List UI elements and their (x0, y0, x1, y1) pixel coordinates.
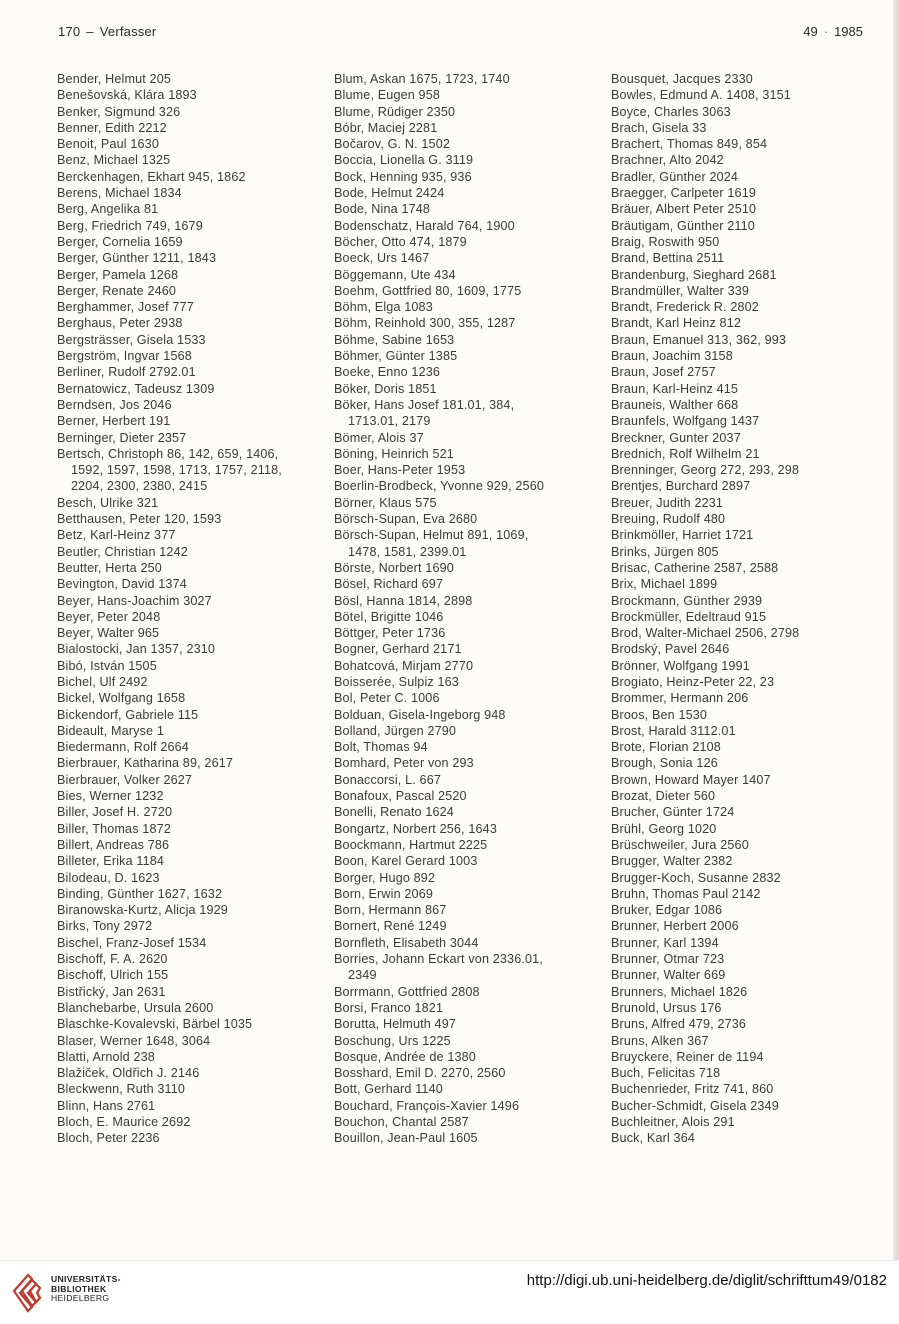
index-entry: Braun, Joachim 3158 (611, 349, 733, 364)
index-entry: Bogner, Gerhard 2171 (334, 642, 462, 657)
index-entry: Boeck, Urs 1467 (334, 251, 430, 266)
index-entry: Bickel, Wolfgang 1658 (57, 691, 186, 706)
index-entry: Bilodeau, D. 1623 (57, 870, 160, 885)
index-entry: Buchleitner, Alois 291 (611, 1115, 735, 1129)
index-entry: Bräuer, Albert Peter 2510 (611, 202, 757, 217)
index-entry: Berger, Cornelia 1659 (57, 234, 183, 249)
index-entry-continuation: 1713.01, 2179 (348, 414, 431, 429)
index-entry: Brough, Sonia 126 (611, 756, 718, 771)
index-entry: Blume, Eugen 958 (334, 88, 441, 103)
index-entry: Brunold, Ursus 176 (611, 1000, 722, 1015)
index-entry: Boehm, Gottfried 80, 1609, 1775 (334, 283, 522, 298)
index-entry: Billert, Andreas 786 (57, 837, 170, 852)
index-entry-line: Böker, Hans Josef 181.01, 384, (334, 397, 515, 412)
index-entry: Boockmann, Hartmut 2225 (334, 837, 488, 852)
index-entry: Bergström, Ingvar 1568 (57, 349, 192, 364)
index-entry: Bode, Nina 1748 (334, 202, 431, 217)
index-entry: Bonelli, Renato 1624 (334, 805, 454, 820)
index-entry: Bideault, Maryse 1 (57, 723, 164, 738)
index-entry: Bräutigam, Günther 2110 (611, 218, 755, 233)
index-entry: Bischoff, Ulrich 155 (57, 968, 169, 983)
index-entry: Born, Hermann 867 (334, 903, 447, 918)
index-column-2 (334, 71, 604, 1147)
index-entry: Bomhard, Peter von 293 (334, 756, 474, 771)
index-entry: Bösl, Hanna 1814, 2898 (334, 593, 473, 608)
index-entry: Brandt, Frederick R. 2802 (611, 300, 759, 315)
index-entry: Bernatowicz, Tadeusz 1309 (57, 381, 215, 396)
index-entry: Beutler, Christian 1242 (57, 544, 188, 559)
index-entry: Berg, Angelika 81 (57, 202, 159, 217)
index-entry: Brunner, Herbert 2006 (611, 919, 739, 934)
index-entry: Brodský, Pavel 2646 (611, 642, 730, 657)
index-entry: Bischel, Franz-Josef 1534 (57, 935, 207, 950)
index-entry: Buch, Felicitas 718 (611, 1066, 721, 1081)
index-entry: Berens, Michael 1834 (57, 186, 182, 201)
index-entry: Blanchebarbe, Ursula 2600 (57, 1000, 214, 1015)
index-entry: Berckenhagen, Ekhart 945, 1862 (57, 169, 246, 184)
index-entry-continuation: 2204, 2300, 2380, 2415 (71, 479, 208, 494)
index-entry: Bies, Werner 1232 (57, 789, 164, 804)
index-entry (334, 527, 604, 560)
index-entry: Braig, Roswith 950 (611, 234, 720, 249)
index-entry: Boon, Karel Gerard 1003 (334, 854, 478, 869)
index-entry: Brote, Florian 2108 (611, 740, 721, 755)
index-entry: Brommer, Hermann 206 (611, 691, 749, 706)
index-entry: Bloch, E. Maurice 2692 (57, 1115, 191, 1129)
index-entry: Berghammer, Josef 777 (57, 300, 194, 315)
header-separator: · (823, 24, 829, 39)
index-entry: Bosshard, Emil D. 2270, 2560 (334, 1066, 506, 1081)
index-entry: Brucher, Günter 1724 (611, 805, 735, 820)
index-entry (334, 397, 604, 430)
index-entry: Biller, Thomas 1872 (57, 821, 171, 836)
index-entry: Brozat, Dieter 560 (611, 789, 716, 804)
index-entry: Brugger, Walter 2382 (611, 854, 733, 869)
index-entry: Binding, Günther 1627, 1632 (57, 886, 223, 901)
index-entry: Borsi, Franco 1821 (334, 1000, 444, 1015)
index-entry: Blažiček, Oldřich J. 2146 (57, 1066, 200, 1081)
index-entry: Bichel, Ulf 2492 (57, 674, 148, 689)
index-entry: Blinn, Hans 2761 (57, 1098, 156, 1113)
index-entry: Böhmer, Günter 1385 (334, 349, 458, 364)
index-entry: Berger, Renate 2460 (57, 283, 177, 298)
index-entry: Bialostocki, Jan 1357, 2310 (57, 642, 216, 657)
index-entry: Benz, Michael 1325 (57, 153, 171, 168)
index-entry: Billeter, Erika 1184 (57, 854, 165, 869)
index-entry: Berndsen, Jos 2046 (57, 397, 172, 412)
index-entry: Böhme, Sabine 1653 (334, 332, 455, 347)
index-entry: Brinks, Jürgen 805 (611, 544, 719, 559)
index-entry: Beyer, Hans-Joachim 3027 (57, 593, 212, 608)
index-entry: Bierbrauer, Volker 2627 (57, 772, 193, 787)
index-entry: Berghaus, Peter 2938 (57, 316, 183, 331)
index-entry: Bouillon, Jean-Paul 1605 (334, 1131, 478, 1146)
index-entry: Braunfels, Wolfgang 1437 (611, 414, 760, 429)
index-entry: Boisserée, Sulpiz 163 (334, 674, 459, 689)
index-entry: Brandmüller, Walter 339 (611, 283, 750, 298)
index-entry: Brachner, Alto 2042 (611, 153, 724, 168)
index-entry: Buchenrieder, Fritz 741, 860 (611, 1082, 774, 1097)
index-entry: Brunner, Walter 669 (611, 968, 726, 983)
index-entry: Böcher, Otto 474, 1879 (334, 234, 467, 249)
index-entry: Beyer, Peter 2048 (57, 609, 161, 624)
index-entry: Bruker, Edgar 1086 (611, 903, 723, 918)
index-entry: Bolt, Thomas 94 (334, 740, 428, 755)
library-name-line-1: UNIVERSITÄTS- (51, 1274, 121, 1284)
index-entry-continuation: 1592, 1597, 1598, 1713, 1757, 2118, (71, 463, 282, 478)
section-title: Verfasser (99, 24, 157, 39)
index-entry: Brogiato, Heinz-Peter 22, 23 (611, 674, 775, 689)
index-entry: Bruyckere, Reiner de 1194 (611, 1049, 764, 1064)
index-entry: Broos, Ben 1530 (611, 707, 708, 722)
index-entry: Brauneis, Walther 668 (611, 397, 739, 412)
library-name-line-3: HEIDELBERG (51, 1293, 110, 1304)
index-entry: Buck, Karl 364 (611, 1131, 696, 1146)
index-entry: Boschung, Urs 1225 (334, 1033, 451, 1048)
page-number: 170 (58, 24, 81, 39)
index-entry: Berger, Günther 1211, 1843 (57, 251, 217, 266)
index-entry: Bruns, Alfred 479, 2736 (611, 1017, 747, 1032)
index-entry: Brunner, Otmar 723 (611, 952, 725, 967)
index-entry: Bickendorf, Gabriele 115 (57, 707, 199, 722)
volume-year: 1985 (834, 24, 863, 39)
index-entry: Berliner, Rudolf 2792.01 (57, 365, 196, 380)
index-entry: Böker, Doris 1851 (334, 381, 437, 396)
index-entry: Bischoff, F. A. 2620 (57, 952, 168, 967)
library-name (51, 1275, 121, 1304)
index-entry: Blaser, Werner 1648, 3064 (57, 1033, 211, 1048)
index-entry-line: Bertsch, Christoph 86, 142, 659, 1406, (57, 446, 279, 461)
index-entry: Brandt, Karl Heinz 812 (611, 316, 742, 331)
index-entry: Bender, Helmut 205 (57, 72, 172, 86)
index-entry: Bierbrauer, Katharina 89, 2617 (57, 756, 234, 771)
index-entry-line: Borries, Johann Eckart von 2336.01, (334, 952, 543, 967)
index-entry: Brenninger, Georg 272, 293, 298 (611, 463, 800, 478)
index-entry: Bornfleth, Elisabeth 3044 (334, 935, 479, 950)
index-entry: Berg, Friedrich 749, 1679 (57, 218, 203, 233)
index-entry: Biranowska-Kurtz, Alicja 1929 (57, 903, 228, 918)
header-dash: – (86, 24, 94, 39)
index-entry: Berner, Herbert 191 (57, 414, 171, 429)
index-entry: Borrmann, Gottfried 2808 (334, 984, 480, 999)
library-name-line-2: BIBLIOTHEK (51, 1283, 107, 1294)
index-entry: Bösel, Richard 697 (334, 577, 444, 592)
index-entry: Bouchard, François-Xavier 1496 (334, 1098, 520, 1113)
index-entry: Borutta, Helmuth 497 (334, 1017, 457, 1032)
index-entry: Börste, Norbert 1690 (334, 560, 454, 575)
index-entry: Bodenschatz, Harald 764, 1900 (334, 218, 515, 233)
index-entry: Böning, Heinrich 521 (334, 446, 454, 461)
index-entry: Benešovská, Klára 1893 (57, 88, 197, 103)
index-entry: Brüschweiler, Jura 2560 (611, 837, 749, 852)
index-entry: Bočarov, G. N. 1502 (334, 137, 451, 152)
header-left (58, 24, 156, 39)
index-entry: Breuing, Rudolf 480 (611, 512, 726, 527)
index-entry (334, 951, 604, 984)
index-entry: Berger, Pamela 1268 (57, 267, 179, 282)
index-entry: Brinkmöller, Harriet 1721 (611, 528, 754, 543)
index-entry: Bóbr, Maciej 2281 (334, 120, 438, 135)
index-entry: Brost, Harald 3112.01 (611, 723, 736, 738)
index-entry: Braegger, Carlpeter 1619 (611, 186, 757, 201)
index-entry: Brix, Michael 1899 (611, 577, 718, 592)
index-entry: Brand, Bettina 2511 (611, 251, 725, 266)
index-entry: Breckner, Gunter 2037 (611, 430, 741, 445)
index-entry: Bowles, Edmund A. 1408, 3151 (611, 88, 791, 103)
index-entry: Bousquet, Jacques 2330 (611, 72, 753, 86)
index-entry: Bötel, Brigitte 1046 (334, 609, 444, 624)
index-entry: Blume, Rüdiger 2350 (334, 104, 456, 119)
index-entry: Brockmüller, Edeltraud 915 (611, 609, 767, 624)
index-entry: Borger, Hugo 892 (334, 870, 436, 885)
index-entry: Breuer, Judith 2231 (611, 495, 724, 510)
index-entry: Besch, Ulrike 321 (57, 495, 159, 510)
index-entry: Braun, Karl-Heinz 415 (611, 381, 739, 396)
university-library-logo-icon[interactable] (10, 1269, 50, 1313)
index-entry: Bock, Henning 935, 936 (334, 169, 472, 184)
index-entry: Bonafoux, Pascal 2520 (334, 789, 467, 804)
index-entry: Bolduan, Gisela-Ingeborg 948 (334, 707, 506, 722)
index-entry: Bol, Peter C. 1006 (334, 691, 440, 706)
index-entry: Braun, Emanuel 313, 362, 993 (611, 332, 787, 347)
index-entry: Bistřický, Jan 2631 (57, 984, 166, 999)
index-entry: Brandenburg, Sieghard 2681 (611, 267, 777, 282)
index-entry: Benner, Edith 2212 (57, 120, 167, 135)
page-edge (893, 0, 899, 1260)
index-entry: Biller, Josef H. 2720 (57, 805, 173, 820)
index-entry: Böggemann, Ute 434 (334, 267, 456, 282)
header-right (803, 24, 863, 39)
volume-number: 49 (803, 24, 818, 39)
index-entry: Braun, Josef 2757 (611, 365, 716, 380)
index-entry: Beyer, Walter 965 (57, 626, 160, 641)
index-entry: Boerlin-Brodbeck, Yvonne 929, 2560 (334, 479, 545, 494)
index-entry: Brown, Howard Mayer 1407 (611, 772, 771, 787)
index-entry: Brönner, Wolfgang 1991 (611, 658, 750, 673)
index-entry: Bonaccorsi, L. 667 (334, 772, 442, 787)
index-entry: Bömer, Alois 37 (334, 430, 424, 445)
index-entry: Brunner, Karl 1394 (611, 935, 719, 950)
index-entry: Beutter, Herta 250 (57, 560, 162, 575)
index-entry-line: Börsch-Supan, Helmut 891, 1069, (334, 528, 529, 543)
index-entry: Brentjes, Burchard 2897 (611, 479, 751, 494)
index-entry: Birks, Tony 2972 (57, 919, 153, 934)
index-entry: Brachert, Thomas 849, 854 (611, 137, 768, 152)
index-entry: Bradler, Günther 2024 (611, 169, 739, 184)
index-entry: Bott, Gerhard 1140 (334, 1082, 443, 1097)
index-entry: Böttger, Peter 1736 (334, 626, 446, 641)
index-entry: Bleckwenn, Ruth 3110 (57, 1082, 186, 1097)
index-entry: Brisac, Catherine 2587, 2588 (611, 560, 779, 575)
index-column-3 (611, 71, 881, 1147)
index-column-1 (57, 71, 327, 1147)
index-entry: Brockmann, Günther 2939 (611, 593, 763, 608)
index-entry: Brach, Gisela 33 (611, 120, 707, 135)
permalink-url[interactable]: http://digi.ub.uni-heidelberg.de/diglit/schrifttum49/0182 (526, 1272, 887, 1289)
index-entry: Bouchon, Chantal 2587 (334, 1115, 469, 1129)
index-entry: Bolland, Jürgen 2790 (334, 723, 457, 738)
index-entry: Bohatcová, Mirjam 2770 (334, 658, 474, 673)
index-entry: Börsch-Supan, Eva 2680 (334, 512, 478, 527)
index-entry: Bibó, István 1505 (57, 658, 157, 673)
index-entry: Boer, Hans-Peter 1953 (334, 463, 466, 478)
index-entry: Brednich, Rolf Wilhelm 21 (611, 446, 760, 461)
index-entry: Blum, Askan 1675, 1723, 1740 (334, 72, 510, 86)
index-entry: Bode, Helmut 2424 (334, 186, 445, 201)
index-entry: Böhm, Elga 1083 (334, 300, 433, 315)
index-entry: Brod, Walter-Michael 2506, 2798 (611, 626, 800, 641)
index-entry: Bruns, Alken 367 (611, 1033, 709, 1048)
index-entry-continuation: 1478, 1581, 2399.01 (348, 544, 467, 559)
index-entry: Boyce, Charles 3063 (611, 104, 731, 119)
index-entry: Brunners, Michael 1826 (611, 984, 748, 999)
index-entry: Blatti, Arnold 238 (57, 1049, 155, 1064)
index-entry: Brugger-Koch, Susanne 2832 (611, 870, 781, 885)
page-header (58, 24, 863, 44)
index-entry: Bosque, Andrée de 1380 (334, 1049, 476, 1064)
index-entry (57, 446, 327, 495)
index-entry: Böhm, Reinhold 300, 355, 1287 (334, 316, 516, 331)
index-entry: Bevington, David 1374 (57, 577, 187, 592)
index-entry: Betthausen, Peter 120, 1593 (57, 512, 222, 527)
viewer-footer (0, 1260, 899, 1324)
index-entry: Biedermann, Rolf 2664 (57, 740, 189, 755)
index-entry: Bergsträsser, Gisela 1533 (57, 332, 206, 347)
index-entry: Bruhn, Thomas Paul 2142 (611, 886, 761, 901)
index-entry: Bornert, René 1249 (334, 919, 447, 934)
index-entry: Bongartz, Norbert 256, 1643 (334, 821, 497, 836)
index-entry: Bucher-Schmidt, Gisela 2349 (611, 1098, 779, 1113)
index-entry: Brühl, Georg 1020 (611, 821, 717, 836)
index-entry: Blaschke-Kovalevski, Bärbel 1035 (57, 1017, 253, 1032)
index-entry: Börner, Klaus 575 (334, 495, 437, 510)
index-entry: Boccia, Lionella G. 3119 (334, 153, 474, 168)
index-entry: Bloch, Peter 2236 (57, 1131, 160, 1146)
index-entry: Berninger, Dieter 2357 (57, 430, 187, 445)
index-entry: Benoit, Paul 1630 (57, 137, 159, 152)
index-entry: Born, Erwin 2069 (334, 886, 434, 901)
index-entry: Betz, Karl-Heinz 377 (57, 528, 176, 543)
index-entry-continuation: 2349 (348, 968, 377, 983)
index-entry: Boeke, Enno 1236 (334, 365, 441, 380)
index-entry: Benker, Sigmund 326 (57, 104, 181, 119)
